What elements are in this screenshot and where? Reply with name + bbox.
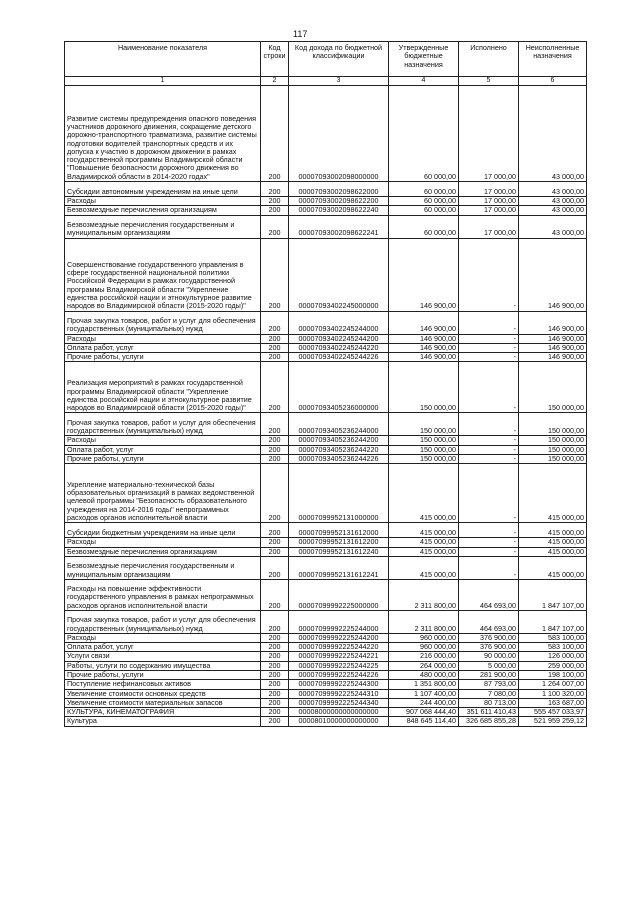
row-line-code: 200 — [261, 334, 289, 343]
row-name: Оплата работ, услуг — [65, 343, 261, 352]
row-unexecuted: 163 687,00 — [519, 698, 587, 707]
row-name: Увеличение стоимости основных средств — [65, 689, 261, 698]
row-line-code: 200 — [261, 661, 289, 670]
column-index: 6 — [519, 77, 587, 86]
row-name: Расходы на повышение эффективности государственного управления в рамках непрограммных расходов органов исполнительной власти — [65, 579, 261, 610]
row-approved: 907 068 444,40 — [389, 708, 459, 717]
row-approved: 146 900,00 — [389, 343, 459, 352]
row-approved: 146 900,00 — [389, 353, 459, 362]
row-name: Прочие работы, услуги — [65, 455, 261, 464]
row-executed: 326 685 855,28 — [459, 717, 519, 726]
row-income-code: 00007093402245244000 — [289, 311, 389, 334]
row-name: Реализация мероприятий в рамках государственной программы Владимирской области "Укрепление единства российской нации и этнокультурное развитие народов во Владимирской области (2015-2020 годы)" — [65, 362, 261, 413]
row-approved: 960 000,00 — [389, 643, 459, 652]
row-name: Развитие системы предупреждения опасного поведения участников дорожного движения, сокращение детского дорожно-транспортного травматизма, развитие системы подготовки водителей транспортных средств и их допуска к участию в дорожном движении в рамках государственной программы Владимирской области "Повышение безопасности дорожного движения во Владимирской области в 2014-2020 годах" — [65, 86, 261, 182]
row-approved: 150 000,00 — [389, 436, 459, 445]
row-executed: 90 000,00 — [459, 652, 519, 661]
row-name: Культура — [65, 717, 261, 726]
header-name: Наименование показателя — [65, 42, 261, 77]
page-number: 117 — [293, 29, 308, 39]
row-line-code: 200 — [261, 652, 289, 661]
column-index: 4 — [389, 77, 459, 86]
row-unexecuted: 415 000,00 — [519, 464, 587, 523]
table-row — [65, 334, 587, 343]
table-row — [65, 579, 587, 610]
row-unexecuted: 150 000,00 — [519, 413, 587, 436]
row-line-code: 200 — [261, 206, 289, 215]
row-unexecuted: 415 000,00 — [519, 523, 587, 538]
row-income-code: 00007099992225244000 — [289, 610, 389, 633]
table-row — [65, 215, 587, 238]
row-executed: - — [459, 445, 519, 454]
column-index: 3 — [289, 77, 389, 86]
table-row — [65, 633, 587, 642]
row-name: Увеличение стоимости материальных запасов — [65, 698, 261, 707]
row-line-code: 200 — [261, 215, 289, 238]
row-income-code: 00007093002098622200 — [289, 197, 389, 206]
row-income-code: 00007093402245244220 — [289, 343, 389, 352]
row-name: Прочая закупка товаров, работ и услуг для обеспечения государственных (муниципальных) нужд — [65, 311, 261, 334]
row-executed: - — [459, 334, 519, 343]
row-approved: 264 000,00 — [389, 661, 459, 670]
row-executed: 376 900,00 — [459, 633, 519, 642]
table-row — [65, 523, 587, 538]
row-approved: 60 000,00 — [389, 197, 459, 206]
row-line-code: 200 — [261, 197, 289, 206]
row-approved: 146 900,00 — [389, 238, 459, 311]
row-unexecuted: 146 900,00 — [519, 311, 587, 334]
row-name: Субсидии бюджетным учреждениям на иные цели — [65, 523, 261, 538]
row-name: Расходы — [65, 334, 261, 343]
row-executed: - — [459, 413, 519, 436]
row-name: Расходы — [65, 538, 261, 547]
row-executed: 464 693,00 — [459, 579, 519, 610]
row-name: Прочая закупка товаров, работ и услуг для обеспечения государственных (муниципальных) нужд — [65, 413, 261, 436]
table-row — [65, 556, 587, 579]
row-approved: 2 311 800,00 — [389, 610, 459, 633]
row-unexecuted: 198 100,00 — [519, 670, 587, 679]
row-line-code: 200 — [261, 708, 289, 717]
row-approved: 244 400,00 — [389, 698, 459, 707]
row-name: Укрепление материально-технической базы образовательных организаций в рамках ведомственной целевой программы "Безопасность образовательного учреждения на 2014-2016 годы" непрограммных расходов органов исполнительной власти — [65, 464, 261, 523]
row-approved: 216 000,00 — [389, 652, 459, 661]
budget-execution-table — [64, 41, 586, 727]
row-unexecuted: 43 000,00 — [519, 182, 587, 197]
row-line-code: 200 — [261, 523, 289, 538]
header-income-code: Код дохода по бюджетной классификации — [289, 42, 389, 77]
table-row — [65, 547, 587, 556]
row-executed: - — [459, 547, 519, 556]
row-income-code: 00007093405236244000 — [289, 413, 389, 436]
row-income-code: 00007099992225000000 — [289, 579, 389, 610]
row-line-code: 200 — [261, 556, 289, 579]
row-income-code: 00007093405236244220 — [289, 445, 389, 454]
row-unexecuted: 150 000,00 — [519, 445, 587, 454]
row-name: Безвозмездные перечисления организациям — [65, 547, 261, 556]
row-executed: - — [459, 523, 519, 538]
table-row — [65, 708, 587, 717]
row-name: Оплата работ, услуг — [65, 445, 261, 454]
table-row — [65, 311, 587, 334]
row-approved: 60 000,00 — [389, 86, 459, 182]
row-unexecuted: 415 000,00 — [519, 547, 587, 556]
table-row — [65, 353, 587, 362]
row-executed: 17 000,00 — [459, 206, 519, 215]
table-row — [65, 538, 587, 547]
row-line-code: 200 — [261, 413, 289, 436]
row-line-code: 200 — [261, 182, 289, 197]
column-index: 1 — [65, 77, 261, 86]
row-income-code: 00007093002098622241 — [289, 215, 389, 238]
row-executed: 7 080,00 — [459, 689, 519, 698]
row-unexecuted: 583 100,00 — [519, 633, 587, 642]
row-income-code: 00007093402245244200 — [289, 334, 389, 343]
table-row — [65, 436, 587, 445]
row-line-code: 200 — [261, 362, 289, 413]
table-row — [65, 238, 587, 311]
row-line-code: 200 — [261, 689, 289, 698]
row-unexecuted: 146 900,00 — [519, 238, 587, 311]
column-index: 5 — [459, 77, 519, 86]
header-executed: Исполнено — [459, 42, 519, 77]
row-name: Безвозмездные перечисления организациям — [65, 206, 261, 215]
row-line-code: 200 — [261, 643, 289, 652]
row-unexecuted: 43 000,00 — [519, 86, 587, 182]
row-executed: - — [459, 238, 519, 311]
row-approved: 415 000,00 — [389, 464, 459, 523]
row-approved: 415 000,00 — [389, 556, 459, 579]
row-approved: 146 900,00 — [389, 334, 459, 343]
row-unexecuted: 150 000,00 — [519, 455, 587, 464]
row-line-code: 200 — [261, 610, 289, 633]
row-approved: 60 000,00 — [389, 215, 459, 238]
row-executed: 464 693,00 — [459, 610, 519, 633]
row-unexecuted: 1 847 107,00 — [519, 579, 587, 610]
row-approved: 415 000,00 — [389, 538, 459, 547]
row-unexecuted: 1 264 007,00 — [519, 680, 587, 689]
row-unexecuted: 583 100,00 — [519, 643, 587, 652]
row-name: Субсидии автономным учреждениям на иные цели — [65, 182, 261, 197]
row-line-code: 200 — [261, 698, 289, 707]
table-row — [65, 670, 587, 679]
table-row — [65, 661, 587, 670]
row-line-code: 200 — [261, 717, 289, 726]
row-line-code: 200 — [261, 538, 289, 547]
row-executed: - — [459, 455, 519, 464]
row-approved: 2 311 800,00 — [389, 579, 459, 610]
row-unexecuted: 43 000,00 — [519, 215, 587, 238]
table-row — [65, 445, 587, 454]
row-approved: 415 000,00 — [389, 523, 459, 538]
row-executed: 5 000,00 — [459, 661, 519, 670]
row-income-code: 00007099952131612200 — [289, 538, 389, 547]
row-line-code: 200 — [261, 445, 289, 454]
table-body — [65, 86, 587, 727]
row-executed: - — [459, 343, 519, 352]
row-approved: 150 000,00 — [389, 445, 459, 454]
row-executed: 17 000,00 — [459, 182, 519, 197]
row-line-code: 200 — [261, 86, 289, 182]
row-name: Прочая закупка товаров, работ и услуг для обеспечения государственных (муниципальных) нужд — [65, 610, 261, 633]
row-line-code: 200 — [261, 579, 289, 610]
row-executed: 17 000,00 — [459, 197, 519, 206]
row-approved: 146 900,00 — [389, 311, 459, 334]
row-name: Прочие работы, услуги — [65, 670, 261, 679]
table-row — [65, 717, 587, 726]
header-line-code: Код строки — [261, 42, 289, 77]
row-name: Совершенствование государственного управления в сфере государственной национальной политики Российской Федерации в рамках государственной программы Владимирской области "Укрепление единства российской нации и этнокультурное развитие народов во Владимирской области (2015-2020 годы)" — [65, 238, 261, 311]
header-row — [65, 42, 587, 77]
row-approved: 150 000,00 — [389, 413, 459, 436]
table-row — [65, 343, 587, 352]
row-line-code: 200 — [261, 547, 289, 556]
row-income-code: 00007099952131612000 — [289, 523, 389, 538]
row-executed: - — [459, 436, 519, 445]
row-income-code: 00007093002098000000 — [289, 86, 389, 182]
row-line-code: 200 — [261, 353, 289, 362]
row-unexecuted: 43 000,00 — [519, 197, 587, 206]
row-unexecuted: 521 959 259,12 — [519, 717, 587, 726]
row-income-code: 00007099992225244310 — [289, 689, 389, 698]
row-name: Работы, услуги по содержанию имущества — [65, 661, 261, 670]
row-line-code: 200 — [261, 311, 289, 334]
column-index: 2 — [261, 77, 289, 86]
row-line-code: 200 — [261, 436, 289, 445]
row-income-code: 00007099952131612240 — [289, 547, 389, 556]
row-line-code: 200 — [261, 670, 289, 679]
row-unexecuted: 415 000,00 — [519, 538, 587, 547]
row-line-code: 200 — [261, 464, 289, 523]
row-income-code: 00007099952131612241 — [289, 556, 389, 579]
row-income-code: 00007093002098622000 — [289, 182, 389, 197]
row-approved: 150 000,00 — [389, 455, 459, 464]
row-unexecuted: 150 000,00 — [519, 362, 587, 413]
row-income-code: 00007093402245000000 — [289, 238, 389, 311]
column-index-row — [65, 77, 587, 86]
row-income-code: 00007093405236000000 — [289, 362, 389, 413]
report-table — [64, 41, 587, 727]
table-row — [65, 652, 587, 661]
row-income-code: 00007099992225244221 — [289, 652, 389, 661]
table-row — [65, 206, 587, 215]
table-row — [65, 86, 587, 182]
table-row — [65, 643, 587, 652]
row-name: Безвозмездные перечисления государственным и муниципальным организациям — [65, 556, 261, 579]
header-unexecuted: Неисполненные назначения — [519, 42, 587, 77]
row-executed: 17 000,00 — [459, 215, 519, 238]
row-executed: - — [459, 556, 519, 579]
table-row — [65, 464, 587, 523]
row-line-code: 200 — [261, 633, 289, 642]
row-income-code: 00007093402245244226 — [289, 353, 389, 362]
row-income-code: 00008000000000000000 — [289, 708, 389, 717]
row-unexecuted: 555 457 033,97 — [519, 708, 587, 717]
row-executed: - — [459, 464, 519, 523]
row-unexecuted: 146 900,00 — [519, 334, 587, 343]
row-unexecuted: 146 900,00 — [519, 343, 587, 352]
row-executed: 281 900,00 — [459, 670, 519, 679]
row-unexecuted: 415 000,00 — [519, 556, 587, 579]
row-unexecuted: 259 000,00 — [519, 661, 587, 670]
row-approved: 150 000,00 — [389, 362, 459, 413]
row-unexecuted: 126 000,00 — [519, 652, 587, 661]
row-executed: 351 611 410,43 — [459, 708, 519, 717]
row-unexecuted: 150 000,00 — [519, 436, 587, 445]
row-line-code: 200 — [261, 680, 289, 689]
row-income-code: 00007099992225244200 — [289, 633, 389, 642]
table-row — [65, 455, 587, 464]
row-executed: 376 900,00 — [459, 643, 519, 652]
row-name: Безвозмездные перечисления государственным и муниципальным организациям — [65, 215, 261, 238]
row-income-code: 00007093002098622240 — [289, 206, 389, 215]
row-income-code: 00007099992225244340 — [289, 698, 389, 707]
row-approved: 480 000,00 — [389, 670, 459, 679]
row-name: Расходы — [65, 633, 261, 642]
row-name: Оплата работ, услуг — [65, 643, 261, 652]
row-income-code: 00007093405236244200 — [289, 436, 389, 445]
row-unexecuted: 146 900,00 — [519, 353, 587, 362]
row-executed: - — [459, 311, 519, 334]
row-name: КУЛЬТУРА, КИНЕМАТОГРАФИЯ — [65, 708, 261, 717]
row-approved: 1 107 400,00 — [389, 689, 459, 698]
row-income-code: 00007099952131000000 — [289, 464, 389, 523]
row-executed: 80 713,00 — [459, 698, 519, 707]
table-row — [65, 689, 587, 698]
row-executed: 87 793,00 — [459, 680, 519, 689]
row-approved: 1 351 800,00 — [389, 680, 459, 689]
table-row — [65, 610, 587, 633]
row-line-code: 200 — [261, 343, 289, 352]
row-line-code: 200 — [261, 455, 289, 464]
row-executed: - — [459, 538, 519, 547]
row-unexecuted: 1 100 320,00 — [519, 689, 587, 698]
row-executed: - — [459, 353, 519, 362]
row-approved: 60 000,00 — [389, 182, 459, 197]
table-row — [65, 182, 587, 197]
row-executed: 17 000,00 — [459, 86, 519, 182]
row-income-code: 00007093405236244226 — [289, 455, 389, 464]
row-approved: 415 000,00 — [389, 547, 459, 556]
row-name: Поступление нефинансовых активов — [65, 680, 261, 689]
row-line-code: 200 — [261, 238, 289, 311]
row-name: Прочие работы, услуги — [65, 353, 261, 362]
table-row — [65, 197, 587, 206]
row-approved: 960 000,00 — [389, 633, 459, 642]
row-unexecuted: 43 000,00 — [519, 206, 587, 215]
row-approved: 60 000,00 — [389, 206, 459, 215]
row-name: Расходы — [65, 197, 261, 206]
row-name: Услуги связи — [65, 652, 261, 661]
row-income-code: 00007099992225244300 — [289, 680, 389, 689]
row-income-code: 00007099992225244226 — [289, 670, 389, 679]
table-row — [65, 680, 587, 689]
row-income-code: 00007099992225244225 — [289, 661, 389, 670]
table-row — [65, 413, 587, 436]
row-income-code: 00007099992225244220 — [289, 643, 389, 652]
row-executed: - — [459, 362, 519, 413]
table-row — [65, 362, 587, 413]
row-unexecuted: 1 847 107,00 — [519, 610, 587, 633]
row-approved: 848 645 114,40 — [389, 717, 459, 726]
row-name: Расходы — [65, 436, 261, 445]
header-approved: Утвержденные бюджетные назначения — [389, 42, 459, 77]
table-row — [65, 698, 587, 707]
row-income-code: 00008010000000000000 — [289, 717, 389, 726]
